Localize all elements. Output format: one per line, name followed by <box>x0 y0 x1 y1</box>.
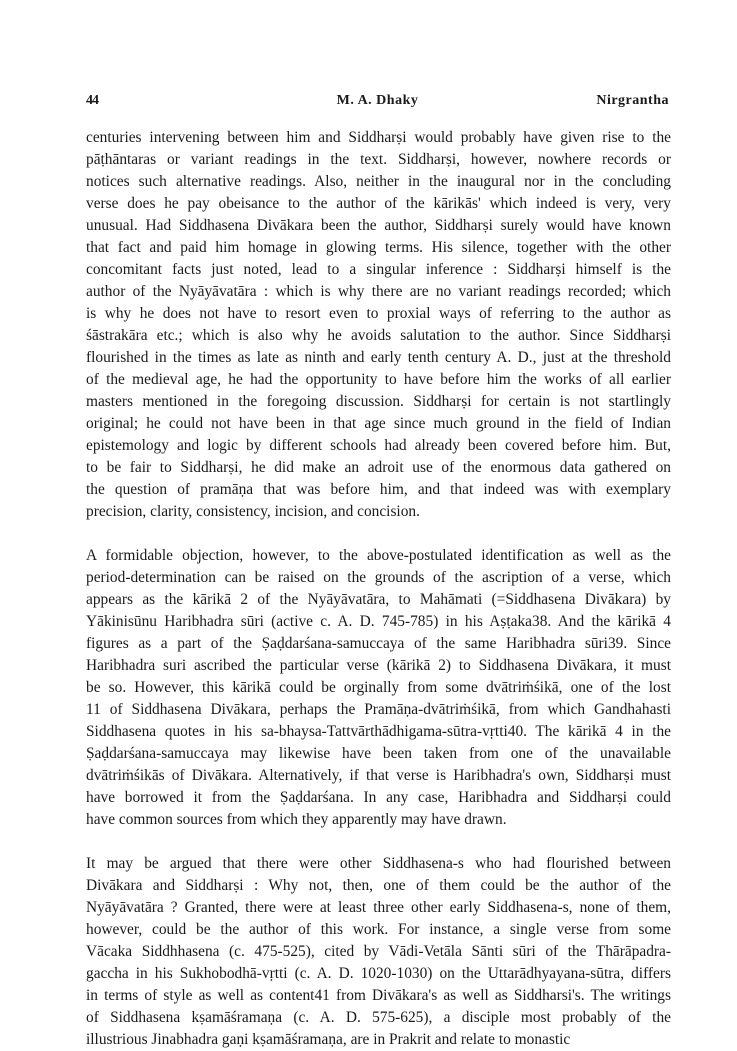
text-line: that fact and paid him homage in glowing terms. His silence, together with the other <box>86 239 671 256</box>
text-line: epistemology and logic by different schools had already been covered before him. But, <box>86 437 671 454</box>
text-line: appears as the kārikā 2 of the Nyāyāvatāra, to Mahāmati (=Siddhasena Divākara) by <box>86 591 671 608</box>
text-line: centuries intervening between him and Siddharṣi would probably have given rise to the <box>86 129 671 146</box>
text-line: notices such alternative readings. Also, neither in the inaugural nor in the concluding <box>86 173 671 190</box>
text-line: to be fair to Siddharṣi, he did make an adroit use of the enormous data gathered on <box>86 459 671 476</box>
text-line: Nyāyāvatāra ? Granted, there were at least three other early Siddhasena-s, none of them, <box>86 899 671 916</box>
text-line: concomitant facts just noted, lead to a singular inference : Siddharṣi himself is the <box>86 261 671 278</box>
text-line: Yākinisūnu Haribhadra sūri (active c. A. D. 745-785) in his Aṣṭaka38. And the kārikā 4 <box>86 613 671 630</box>
paragraph <box>86 853 671 1051</box>
text-line: Divākara and Siddharṣi : Why not, then, one of them could be the author of the <box>86 877 671 894</box>
text-line: in terms of style as well as content41 from Divākara's as well as Siddharsi's. The writings <box>86 987 671 1004</box>
text-line: of the medieval age, he had the opportunity to have before him the works of all earlier <box>86 371 671 388</box>
text-line: precision, clarity, consistency, incision, and concision. <box>86 503 420 520</box>
text-line: illustrious Jinabhadra gaṇi kṣamāśramaṇa, are in Prakrit and relate to monastic <box>86 1031 571 1048</box>
text-line: pāṭhāntaras or variant readings in the text. Siddharṣi, however, nowhere records or <box>86 151 671 168</box>
text-line: be so. However, this kārikā could be orginally from some dvātriṁśikā, one of the lost <box>86 679 671 696</box>
text-line: Siddhasena quotes in his sa-bhaysa-Tattvārthādhigama-sūtra-vṛtti40. The kārikā 4 in the <box>86 723 671 740</box>
text-line: It may be argued that there were other Siddhasena-s who had flourished between <box>86 855 671 872</box>
text-line: author of the Nyāyāvatāra : which is why there are no variant readings recorded; which <box>86 283 671 300</box>
text-line: dvātriṁśikās of Divākara. Alternatively, if that verse is Haribhadra's own, Siddharṣi must <box>86 767 671 784</box>
text-line: the question of pramāṇa that was before him, and that indeed was with exemplary <box>86 481 671 498</box>
text-line: flourished in the times as late as ninth and early tenth century A. D., just at the threshold <box>86 349 671 366</box>
text-line: have borrowed it from the Ṣaḍdarśana. In any case, Haribhadra and Siddharṣi could <box>86 789 671 806</box>
text-line: period-determination can be raised on the grounds of the ascription of a verse, which <box>86 569 671 586</box>
text-line: śāstrakāra etc.; which is also why he avoids salutation to the author. Since Siddharṣi <box>86 327 671 344</box>
body-text <box>86 127 671 1051</box>
running-header <box>86 93 669 115</box>
text-line: however, could be the author of this work. For instance, a single verse from some <box>86 921 671 938</box>
text-line: unusual. Had Siddhasena Divākara been the author, Siddharṣi surely would have known <box>86 217 671 234</box>
text-line: gaccha in his Sukhobodhā-vṛtti (c. A. D. 1020-1030) on the Uttarādhyayana-sūtra, differs <box>86 965 671 982</box>
text-line: original; he could not have been in that age since much ground in the field of Indian <box>86 415 671 432</box>
text-line: is why he does not have to resort even to proxial ways of referring to the author as <box>86 305 671 322</box>
text-line: 11 of Siddhasena Divākara, perhaps the Pramāṇa-dvātriṁśikā, from which Gandhahasti <box>86 701 671 718</box>
running-journal-title: Nirgrantha <box>596 93 669 108</box>
text-line: masters mentioned in the foregoing discussion. Siddharṣi for certain is not startlingly <box>86 393 671 410</box>
text-line: Ṣaḍdarśana-samuccaya may likewise have been taken from one of the unavailable <box>86 745 671 762</box>
text-line: Haribhadra suri ascribed the particular verse (kārikā 2) to Siddhasena Divākara, it must <box>86 657 671 674</box>
text-line: have common sources from which they apparently may have drawn. <box>86 811 507 828</box>
text-line: figures as a part of the Ṣaḍdarśana-samuccaya of the same Haribhadra sūri39. Since <box>86 635 671 652</box>
running-author: M. A. Dhaky <box>336 93 419 108</box>
text-line: of Siddhasena kṣamāśramaṇa (c. A. D. 575-625), a disciple most probably of the <box>86 1009 671 1026</box>
text-line: A formidable objection, however, to the above-postulated identification as well as the <box>86 547 671 564</box>
page-number: 44 <box>86 93 98 108</box>
paragraph <box>86 127 671 523</box>
text-line: verse does he pay obeisance to the author of the kārikās' which indeed is very, very <box>86 195 671 212</box>
text-line: Vācaka Siddhhasena (c. 475-525), cited by Vādi-Vetāla Sānti sūri of the Thārāpadra- <box>86 943 671 960</box>
paragraph <box>86 545 671 831</box>
